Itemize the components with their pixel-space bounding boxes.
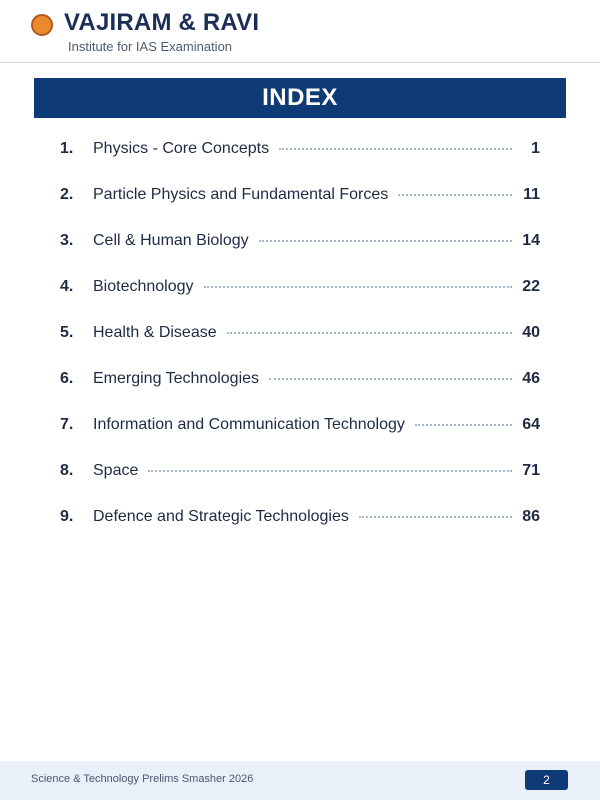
index-row-title: Emerging Technologies <box>93 370 260 387</box>
index-row-number: 7. <box>60 416 74 433</box>
brand-logo-icon <box>31 14 53 36</box>
dotted-leader <box>415 424 512 426</box>
index-row-title: Space <box>93 462 139 479</box>
brand-subtitle: Institute for IAS Examination <box>68 39 233 54</box>
page-number-badge: 2 <box>525 770 568 790</box>
index-row-page: 64 <box>522 416 540 433</box>
index-row[interactable] <box>60 508 540 554</box>
index-row[interactable] <box>60 140 540 186</box>
dotted-leader <box>279 148 512 150</box>
index-title: INDEX <box>262 84 338 111</box>
footer-title: Science & Technology Prelims Smasher 2026 <box>31 773 254 785</box>
index-row-page: 1 <box>531 140 540 157</box>
index-row-title: Cell & Human Biology <box>93 232 249 249</box>
index-row-page: 46 <box>522 370 540 387</box>
dotted-leader <box>148 470 512 472</box>
index-row[interactable] <box>60 370 540 416</box>
index-row-title: Particle Physics and Fundamental Forces <box>93 186 389 203</box>
index-row-page: 14 <box>522 232 540 249</box>
index-row[interactable] <box>60 278 540 324</box>
dotted-leader <box>398 194 512 196</box>
dotted-leader <box>359 516 512 518</box>
brand-title: VAJIRAM & RAVI <box>64 9 260 36</box>
index-banner <box>34 78 566 118</box>
index-row[interactable] <box>60 462 540 508</box>
index-row-number: 6. <box>60 370 74 387</box>
dotted-leader <box>259 240 512 242</box>
index-row-number: 3. <box>60 232 74 249</box>
index-row-number: 2. <box>60 186 74 203</box>
index-row-title: Physics - Core Concepts <box>93 140 270 157</box>
index-row-title: Information and Communication Technology <box>93 416 405 433</box>
index-row-number: 4. <box>60 278 74 295</box>
index-row-title: Biotechnology <box>93 278 194 295</box>
page-footer <box>0 761 600 800</box>
index-row-page: 86 <box>522 508 540 525</box>
dotted-leader <box>227 332 512 334</box>
index-row-title: Health & Disease <box>93 324 217 341</box>
index-row-page: 40 <box>522 324 540 341</box>
dotted-leader <box>204 286 512 288</box>
dotted-leader <box>269 378 512 380</box>
index-row[interactable] <box>60 324 540 370</box>
index-row[interactable] <box>60 186 540 232</box>
index-row-number: 8. <box>60 462 74 479</box>
index-row-title: Defence and Strategic Technologies <box>93 508 349 525</box>
index-row-number: 1. <box>60 140 74 157</box>
index-row-page: 11 <box>523 186 540 203</box>
index-row-number: 5. <box>60 324 74 341</box>
index-row[interactable] <box>60 232 540 278</box>
index-row-page: 22 <box>522 278 540 295</box>
index-row-page: 71 <box>522 462 540 479</box>
index-row-number: 9. <box>60 508 74 525</box>
index-row[interactable] <box>60 416 540 462</box>
page-header <box>0 0 600 63</box>
index-list <box>60 140 540 554</box>
